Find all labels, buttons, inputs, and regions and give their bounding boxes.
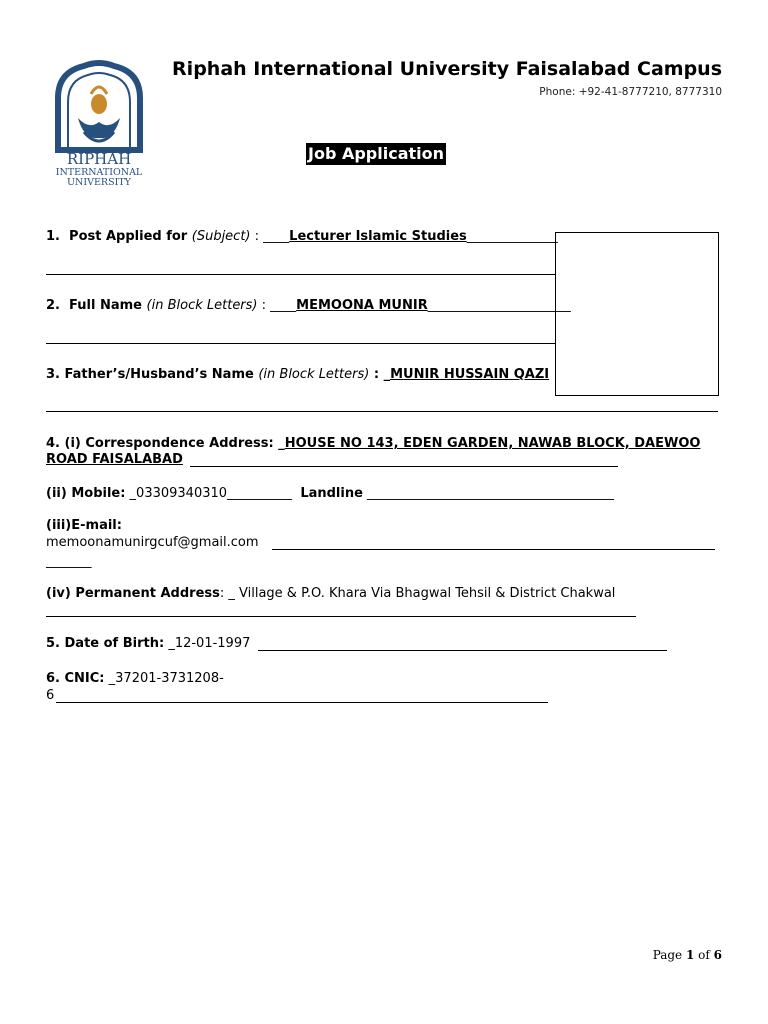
father-qualifier: (in Block Letters) bbox=[258, 367, 370, 382]
post-number: 1. bbox=[46, 229, 60, 244]
page-word: Page bbox=[652, 948, 686, 962]
post-trail: ______________ bbox=[466, 229, 558, 244]
landline-value: ______________________________________ bbox=[362, 486, 615, 501]
post-label: Post Applied for bbox=[69, 229, 188, 244]
corr-address-label: 4. (i) Correspondence Address: bbox=[46, 436, 274, 451]
corr-address-value-line1: HOUSE NO 143, EDEN GARDEN, NAWAB BLOCK, DAEWOO bbox=[284, 436, 701, 451]
mobile-label: (ii) Mobile: bbox=[46, 486, 126, 501]
corr-address-fill-line bbox=[190, 466, 618, 467]
cnic-label: 6. CNIC: bbox=[46, 671, 105, 686]
father-fill-line bbox=[46, 411, 718, 412]
name-sep: : ____ bbox=[257, 298, 297, 313]
name-trail: ______________________ bbox=[427, 298, 571, 313]
name-label: Full Name bbox=[69, 298, 142, 313]
corr-address-lead: _ bbox=[273, 436, 285, 451]
landline-label: Landline bbox=[300, 486, 363, 501]
name-fill-line bbox=[46, 343, 555, 344]
field-corr-address bbox=[46, 436, 700, 452]
post-fill-line bbox=[46, 274, 555, 275]
field-post bbox=[46, 229, 558, 245]
post-sep: : ____ bbox=[250, 229, 290, 244]
perm-address-fill-line bbox=[46, 616, 636, 617]
page-current: 1 bbox=[685, 948, 695, 962]
field-dob bbox=[46, 636, 250, 652]
logo-text-university: UNIVERSITY bbox=[67, 177, 131, 188]
dob-label: 5. Date of Birth: bbox=[46, 636, 165, 651]
dob-value: _12-01-1997 bbox=[164, 636, 251, 651]
father-label: Father’s/Husband’s Name bbox=[64, 367, 254, 382]
name-value: MEMOONA MUNIR bbox=[296, 298, 428, 313]
father-number: 3. bbox=[46, 367, 60, 382]
name-qualifier: (in Block Letters) bbox=[146, 298, 258, 313]
field-mobile bbox=[46, 486, 614, 502]
document-title: Job Application bbox=[308, 144, 445, 163]
corr-address-value-line2: ROAD FAISALABAD bbox=[46, 452, 183, 467]
dob-fill-line bbox=[258, 650, 667, 651]
email-fill-line bbox=[272, 549, 715, 550]
field-father bbox=[46, 367, 549, 383]
field-corr-address-line2 bbox=[46, 452, 183, 468]
father-value: MUNIR HUSSAIN QAZI bbox=[390, 367, 550, 382]
email-label: (iii)E-mail: bbox=[46, 518, 122, 533]
logo-text-riphah: RIPHAH bbox=[66, 150, 132, 168]
perm-address-label: (iv) Permanent Address bbox=[46, 586, 220, 601]
logo-emblem bbox=[78, 118, 120, 138]
father-sep: : _ bbox=[369, 367, 391, 382]
page-of-word: of bbox=[694, 948, 714, 962]
cnic-value-line1: _37201-3731208- bbox=[104, 671, 224, 686]
email-trail: _______ bbox=[46, 554, 92, 569]
post-qualifier: (Subject) bbox=[191, 229, 251, 244]
photo-box bbox=[555, 232, 719, 396]
riphah-logo bbox=[44, 58, 154, 188]
field-cnic bbox=[46, 671, 224, 687]
perm-address-value: : _ Village & P.O. Khara Via Bhagwal Tehsil & District Chakwal bbox=[219, 586, 616, 601]
page-total: 6 bbox=[713, 948, 722, 962]
page-number bbox=[600, 948, 722, 962]
name-number: 2. bbox=[46, 298, 60, 313]
logo-text-international: INTERNATIONAL bbox=[55, 167, 143, 178]
phone-number: Phone: +92-41-8777210, 8777310 bbox=[539, 86, 722, 98]
field-name bbox=[46, 298, 571, 314]
cnic-value-line2: 6 bbox=[46, 688, 55, 703]
university-title: Riphah International University Faisalabad Campus bbox=[172, 58, 722, 80]
email-value: memoonamunirgcuf@gmail.com bbox=[46, 535, 259, 550]
cnic-fill-line bbox=[56, 702, 548, 703]
field-perm-address bbox=[46, 586, 615, 602]
field-email bbox=[46, 535, 259, 551]
mobile-value: _03309340310__________ bbox=[125, 486, 293, 501]
post-value: Lecturer Islamic Studies bbox=[289, 229, 467, 244]
